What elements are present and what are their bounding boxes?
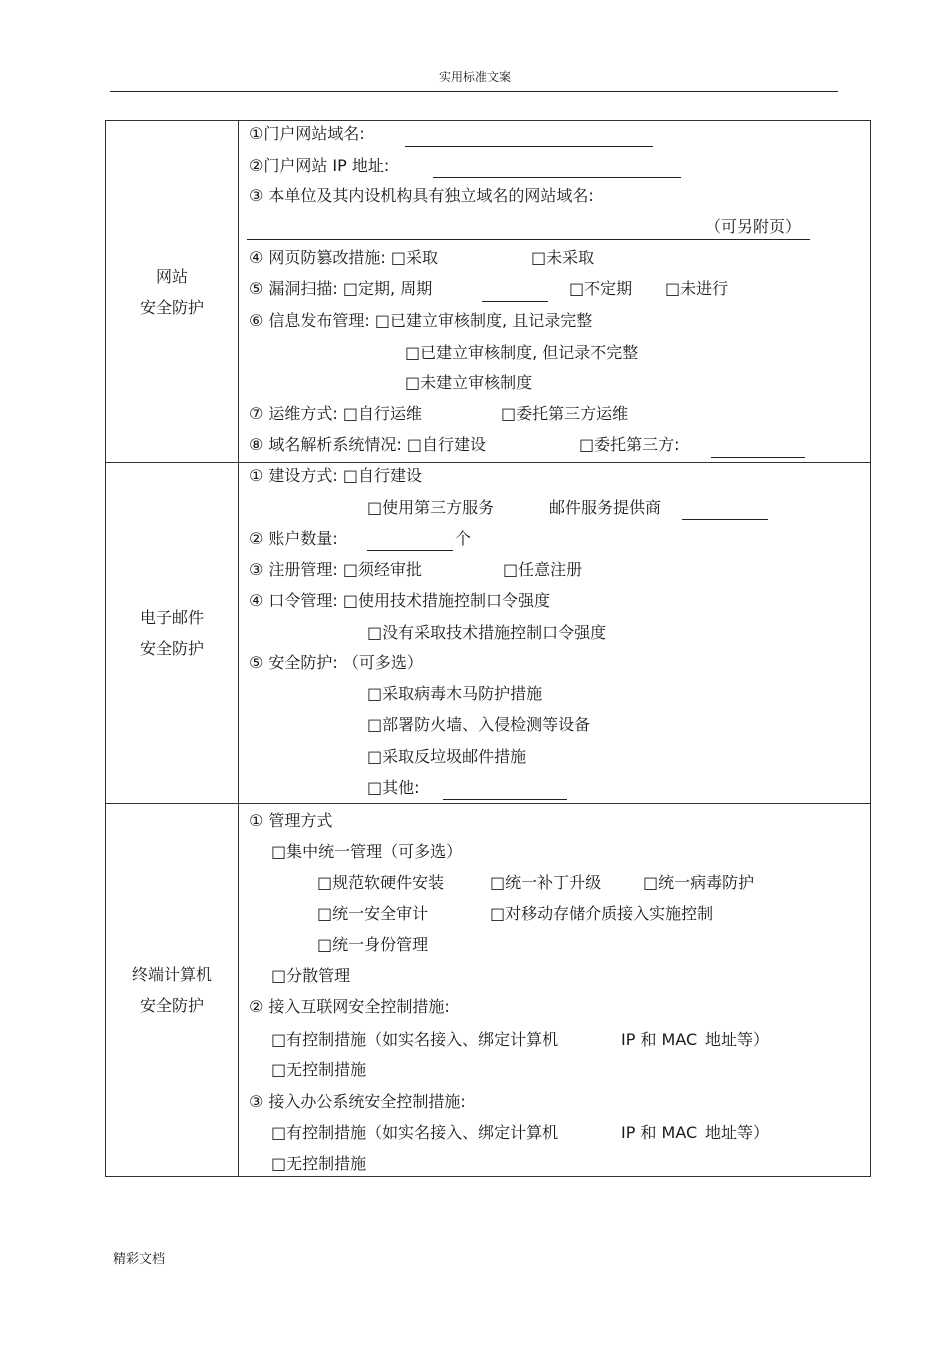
build-third-party-option[interactable]: □使用第三方服务	[367, 498, 495, 517]
security-form-table	[105, 120, 871, 1177]
account-count-input[interactable]	[367, 550, 453, 551]
office-access-control-label: ③ 接入办公系统安全控制措施:	[249, 1092, 466, 1111]
content-cell-email	[239, 463, 871, 804]
page-header-title: 实用标准文案	[438, 70, 511, 84]
antivirus-option[interactable]: □采取病毒木马防护措施	[367, 684, 543, 703]
centralized-management-option[interactable]: □集中统一管理（可多选）	[271, 842, 463, 861]
portal-domain-label: ①门户网站域名:	[249, 124, 365, 143]
dns-third-party-option[interactable]: □委托第三方:	[579, 435, 680, 454]
portal-domain-input[interactable]	[405, 146, 653, 147]
password-tech-control-option[interactable]: ④ 口令管理: □使用技术措施控制口令强度	[249, 591, 551, 610]
tamper-proof-adopt-option[interactable]: ④ 网页防篡改措施: □采取	[249, 248, 439, 267]
software-install-option[interactable]: □规范软硬件安装	[317, 873, 445, 892]
scan-period-input[interactable]	[482, 301, 548, 302]
category-title-line1: 终端计算机	[131, 965, 212, 984]
password-no-control-option[interactable]: □没有采取技术措施控制口令强度	[367, 623, 607, 642]
mail-provider-input[interactable]	[682, 519, 768, 520]
tamper-proof-not-adopt-option[interactable]: □未采取	[531, 248, 595, 267]
vuln-scan-none-option[interactable]: □未进行	[665, 279, 729, 298]
dns-self-built-option[interactable]: ⑧ 域名解析系统情况: □自行建设	[249, 435, 487, 454]
internet-no-control-option[interactable]: □无控制措施	[271, 1060, 367, 1079]
category-cell-website	[106, 121, 239, 463]
content-cell-website	[239, 121, 871, 463]
category-cell-email	[106, 463, 239, 804]
office-address-text: 地址等）	[705, 1123, 770, 1142]
independent-domain-label: ③ 本单位及其内设机构具有独立域名的网站域名:	[249, 186, 594, 205]
category-title-line2: 安全防护	[139, 639, 204, 658]
removable-media-control-option[interactable]: □对移动存储介质接入实施控制	[490, 904, 714, 923]
attach-page-note: （可另附页）	[705, 217, 802, 236]
office-no-control-option[interactable]: □无控制措施	[271, 1154, 367, 1173]
other-protection-option[interactable]: □其他:	[367, 778, 420, 797]
identity-management-option[interactable]: □统一身份管理	[317, 935, 429, 954]
category-title-line1: 网站	[155, 266, 188, 286]
dns-third-party-input[interactable]	[711, 457, 805, 458]
build-self-option[interactable]: ① 建设方式: □自行建设	[249, 466, 423, 485]
management-mode-label: ① 管理方式	[249, 811, 333, 830]
mail-provider-label: 邮件服务提供商	[549, 498, 662, 517]
category-title-line2: 安全防护	[139, 297, 204, 317]
category-cell-terminal	[106, 804, 239, 1177]
ops-self-option[interactable]: ⑦ 运维方式: □自行运维	[249, 404, 423, 423]
anti-spam-option[interactable]: □采取反垃圾邮件措施	[367, 747, 527, 766]
independent-domain-input[interactable]	[247, 239, 810, 240]
decentralized-management-option[interactable]: □分散管理	[271, 966, 351, 985]
ops-third-party-option[interactable]: □委托第三方运维	[501, 404, 629, 423]
virus-protection-option[interactable]: □统一病毒防护	[643, 873, 755, 892]
firewall-ids-option[interactable]: □部署防火墙、入侵检测等设备	[367, 715, 591, 734]
internet-address-text: 地址等）	[705, 1030, 770, 1049]
category-title-line1: 电子邮件	[139, 608, 204, 627]
security-audit-option[interactable]: □统一安全审计	[317, 904, 429, 923]
internet-ip-mac-text: IP 和 MAC	[621, 1030, 698, 1049]
other-protection-input[interactable]	[443, 799, 567, 800]
publish-audit-complete-option[interactable]: ⑥ 信息发布管理: □已建立审核制度, 且记录完整	[249, 311, 593, 330]
account-count-unit: 个	[455, 529, 472, 548]
portal-ip-input[interactable]	[433, 177, 681, 178]
vuln-scan-periodic-option[interactable]: ⑤ 漏洞扫描: □定期, 周期	[249, 279, 433, 298]
patch-upgrade-option[interactable]: □统一补丁升级	[490, 873, 602, 892]
category-title-line2: 安全防护	[139, 996, 204, 1015]
content-cell-terminal	[239, 804, 871, 1177]
header-divider	[110, 91, 838, 92]
office-has-control-option[interactable]: □有控制措施（如实名接入、绑定计算机	[271, 1123, 559, 1142]
table-row-website	[106, 121, 871, 463]
vuln-scan-irregular-option[interactable]: □不定期	[569, 279, 633, 298]
publish-audit-incomplete-option[interactable]: □已建立审核制度, 但记录不完整	[405, 343, 639, 362]
account-count-label: ② 账户数量:	[249, 529, 338, 548]
internet-access-control-label: ② 接入互联网安全控制措施:	[249, 997, 450, 1016]
publish-no-audit-option[interactable]: □未建立审核制度	[405, 373, 533, 392]
register-free-option[interactable]: □任意注册	[503, 560, 583, 579]
internet-has-control-option[interactable]: □有控制措施（如实名接入、绑定计算机	[271, 1030, 559, 1049]
page-footer-text: 精彩文档	[113, 1252, 166, 1267]
register-approval-option[interactable]: ③ 注册管理: □须经审批	[249, 560, 423, 579]
email-protection-label: ⑤ 安全防护: （可多选）	[249, 653, 423, 672]
portal-ip-label: ②门户网站 IP 地址:	[249, 156, 390, 175]
table-row-terminal	[106, 804, 871, 1177]
table-row-email	[106, 463, 871, 804]
office-ip-mac-text: IP 和 MAC	[621, 1123, 698, 1142]
